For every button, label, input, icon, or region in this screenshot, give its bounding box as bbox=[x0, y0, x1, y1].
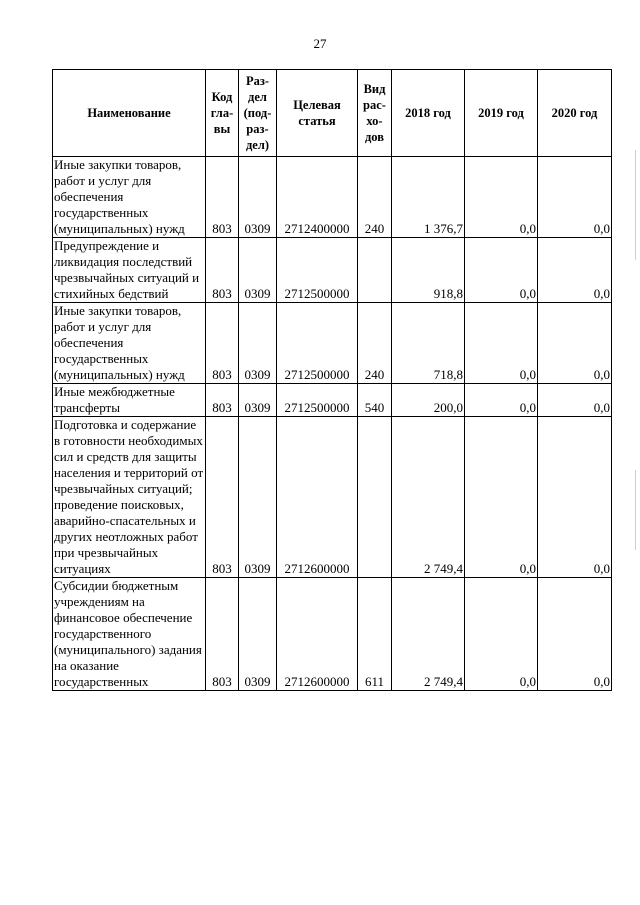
row-2018: 2 749,4 bbox=[392, 578, 465, 691]
row-section: 0309 bbox=[239, 157, 277, 238]
header-code: Код гла- вы bbox=[206, 70, 239, 157]
page-number: 27 bbox=[313, 36, 327, 51]
row-target: 2712600000 bbox=[277, 417, 358, 578]
header-2018: 2018 год bbox=[392, 70, 465, 157]
row-code: 803 bbox=[206, 238, 239, 303]
row-section: 0309 bbox=[239, 303, 277, 384]
row-expense-type: 611 bbox=[358, 578, 392, 691]
table-row bbox=[53, 303, 612, 384]
row-2018: 200,0 bbox=[392, 384, 465, 417]
row-code: 803 bbox=[206, 417, 239, 578]
header-2019: 2019 год bbox=[465, 70, 538, 157]
scan-edge-mark bbox=[635, 150, 636, 260]
row-2020: 0,0 bbox=[538, 157, 612, 238]
row-name: Иные закупки товаров, работ и услуг для обеспечения государственных (муниципальных) нужд bbox=[53, 157, 206, 238]
row-name: Иные закупки товаров, работ и услуг для обеспечения государственных (муниципальных) нужд bbox=[53, 303, 206, 384]
row-2020: 0,0 bbox=[538, 578, 612, 691]
row-section: 0309 bbox=[239, 238, 277, 303]
header-section: Раз- дел (под- раз- дел) bbox=[239, 70, 277, 157]
row-code: 803 bbox=[206, 384, 239, 417]
table-header-row bbox=[53, 70, 612, 157]
row-2018: 918,8 bbox=[392, 238, 465, 303]
row-2018: 718,8 bbox=[392, 303, 465, 384]
row-2019: 0,0 bbox=[465, 417, 538, 578]
table-row bbox=[53, 157, 612, 238]
budget-table bbox=[52, 69, 612, 691]
row-code: 803 bbox=[206, 157, 239, 238]
row-target: 2712400000 bbox=[277, 157, 358, 238]
row-name: Подготовка и содержание в готовности необходимых сил и средств для защиты населения и территорий от чрезвычайных ситуаций; проведение поисковых, аварийно-спасательных и других неотложных работ при чрезвычайных ситуациях bbox=[53, 417, 206, 578]
header-name: Наименование bbox=[53, 70, 206, 157]
row-2019: 0,0 bbox=[465, 303, 538, 384]
row-section: 0309 bbox=[239, 417, 277, 578]
row-2020: 0,0 bbox=[538, 384, 612, 417]
table-row bbox=[53, 578, 612, 691]
row-2018: 1 376,7 bbox=[392, 157, 465, 238]
row-expense-type: 240 bbox=[358, 303, 392, 384]
row-name: Субсидии бюджетным учреждениям на финансовое обеспечение государственного (муниципального) задания на оказание государственных bbox=[53, 578, 206, 691]
row-code: 803 bbox=[206, 303, 239, 384]
row-2018: 2 749,4 bbox=[392, 417, 465, 578]
row-target: 2712600000 bbox=[277, 578, 358, 691]
row-expense-type: 540 bbox=[358, 384, 392, 417]
row-2019: 0,0 bbox=[465, 157, 538, 238]
row-2020: 0,0 bbox=[538, 417, 612, 578]
table-row bbox=[53, 417, 612, 578]
row-2019: 0,0 bbox=[465, 384, 538, 417]
row-name: Предупреждение и ликвидация последствий чрезвычайных ситуаций и стихийных бедствий bbox=[53, 238, 206, 303]
row-2019: 0,0 bbox=[465, 238, 538, 303]
table-row bbox=[53, 384, 612, 417]
row-2020: 0,0 bbox=[538, 303, 612, 384]
row-target: 2712500000 bbox=[277, 238, 358, 303]
row-name: Иные межбюджетные трансферты bbox=[53, 384, 206, 417]
table-row bbox=[53, 238, 612, 303]
row-2019: 0,0 bbox=[465, 578, 538, 691]
header-target: Целевая статья bbox=[277, 70, 358, 157]
row-section: 0309 bbox=[239, 578, 277, 691]
row-expense-type bbox=[358, 238, 392, 303]
row-target: 2712500000 bbox=[277, 384, 358, 417]
row-code: 803 bbox=[206, 578, 239, 691]
row-section: 0309 bbox=[239, 384, 277, 417]
scan-edge-mark bbox=[635, 470, 636, 550]
row-2020: 0,0 bbox=[538, 238, 612, 303]
header-expense-type: Вид рас- хо- дов bbox=[358, 70, 392, 157]
row-target: 2712500000 bbox=[277, 303, 358, 384]
row-expense-type: 240 bbox=[358, 157, 392, 238]
row-expense-type bbox=[358, 417, 392, 578]
header-2020: 2020 год bbox=[538, 70, 612, 157]
